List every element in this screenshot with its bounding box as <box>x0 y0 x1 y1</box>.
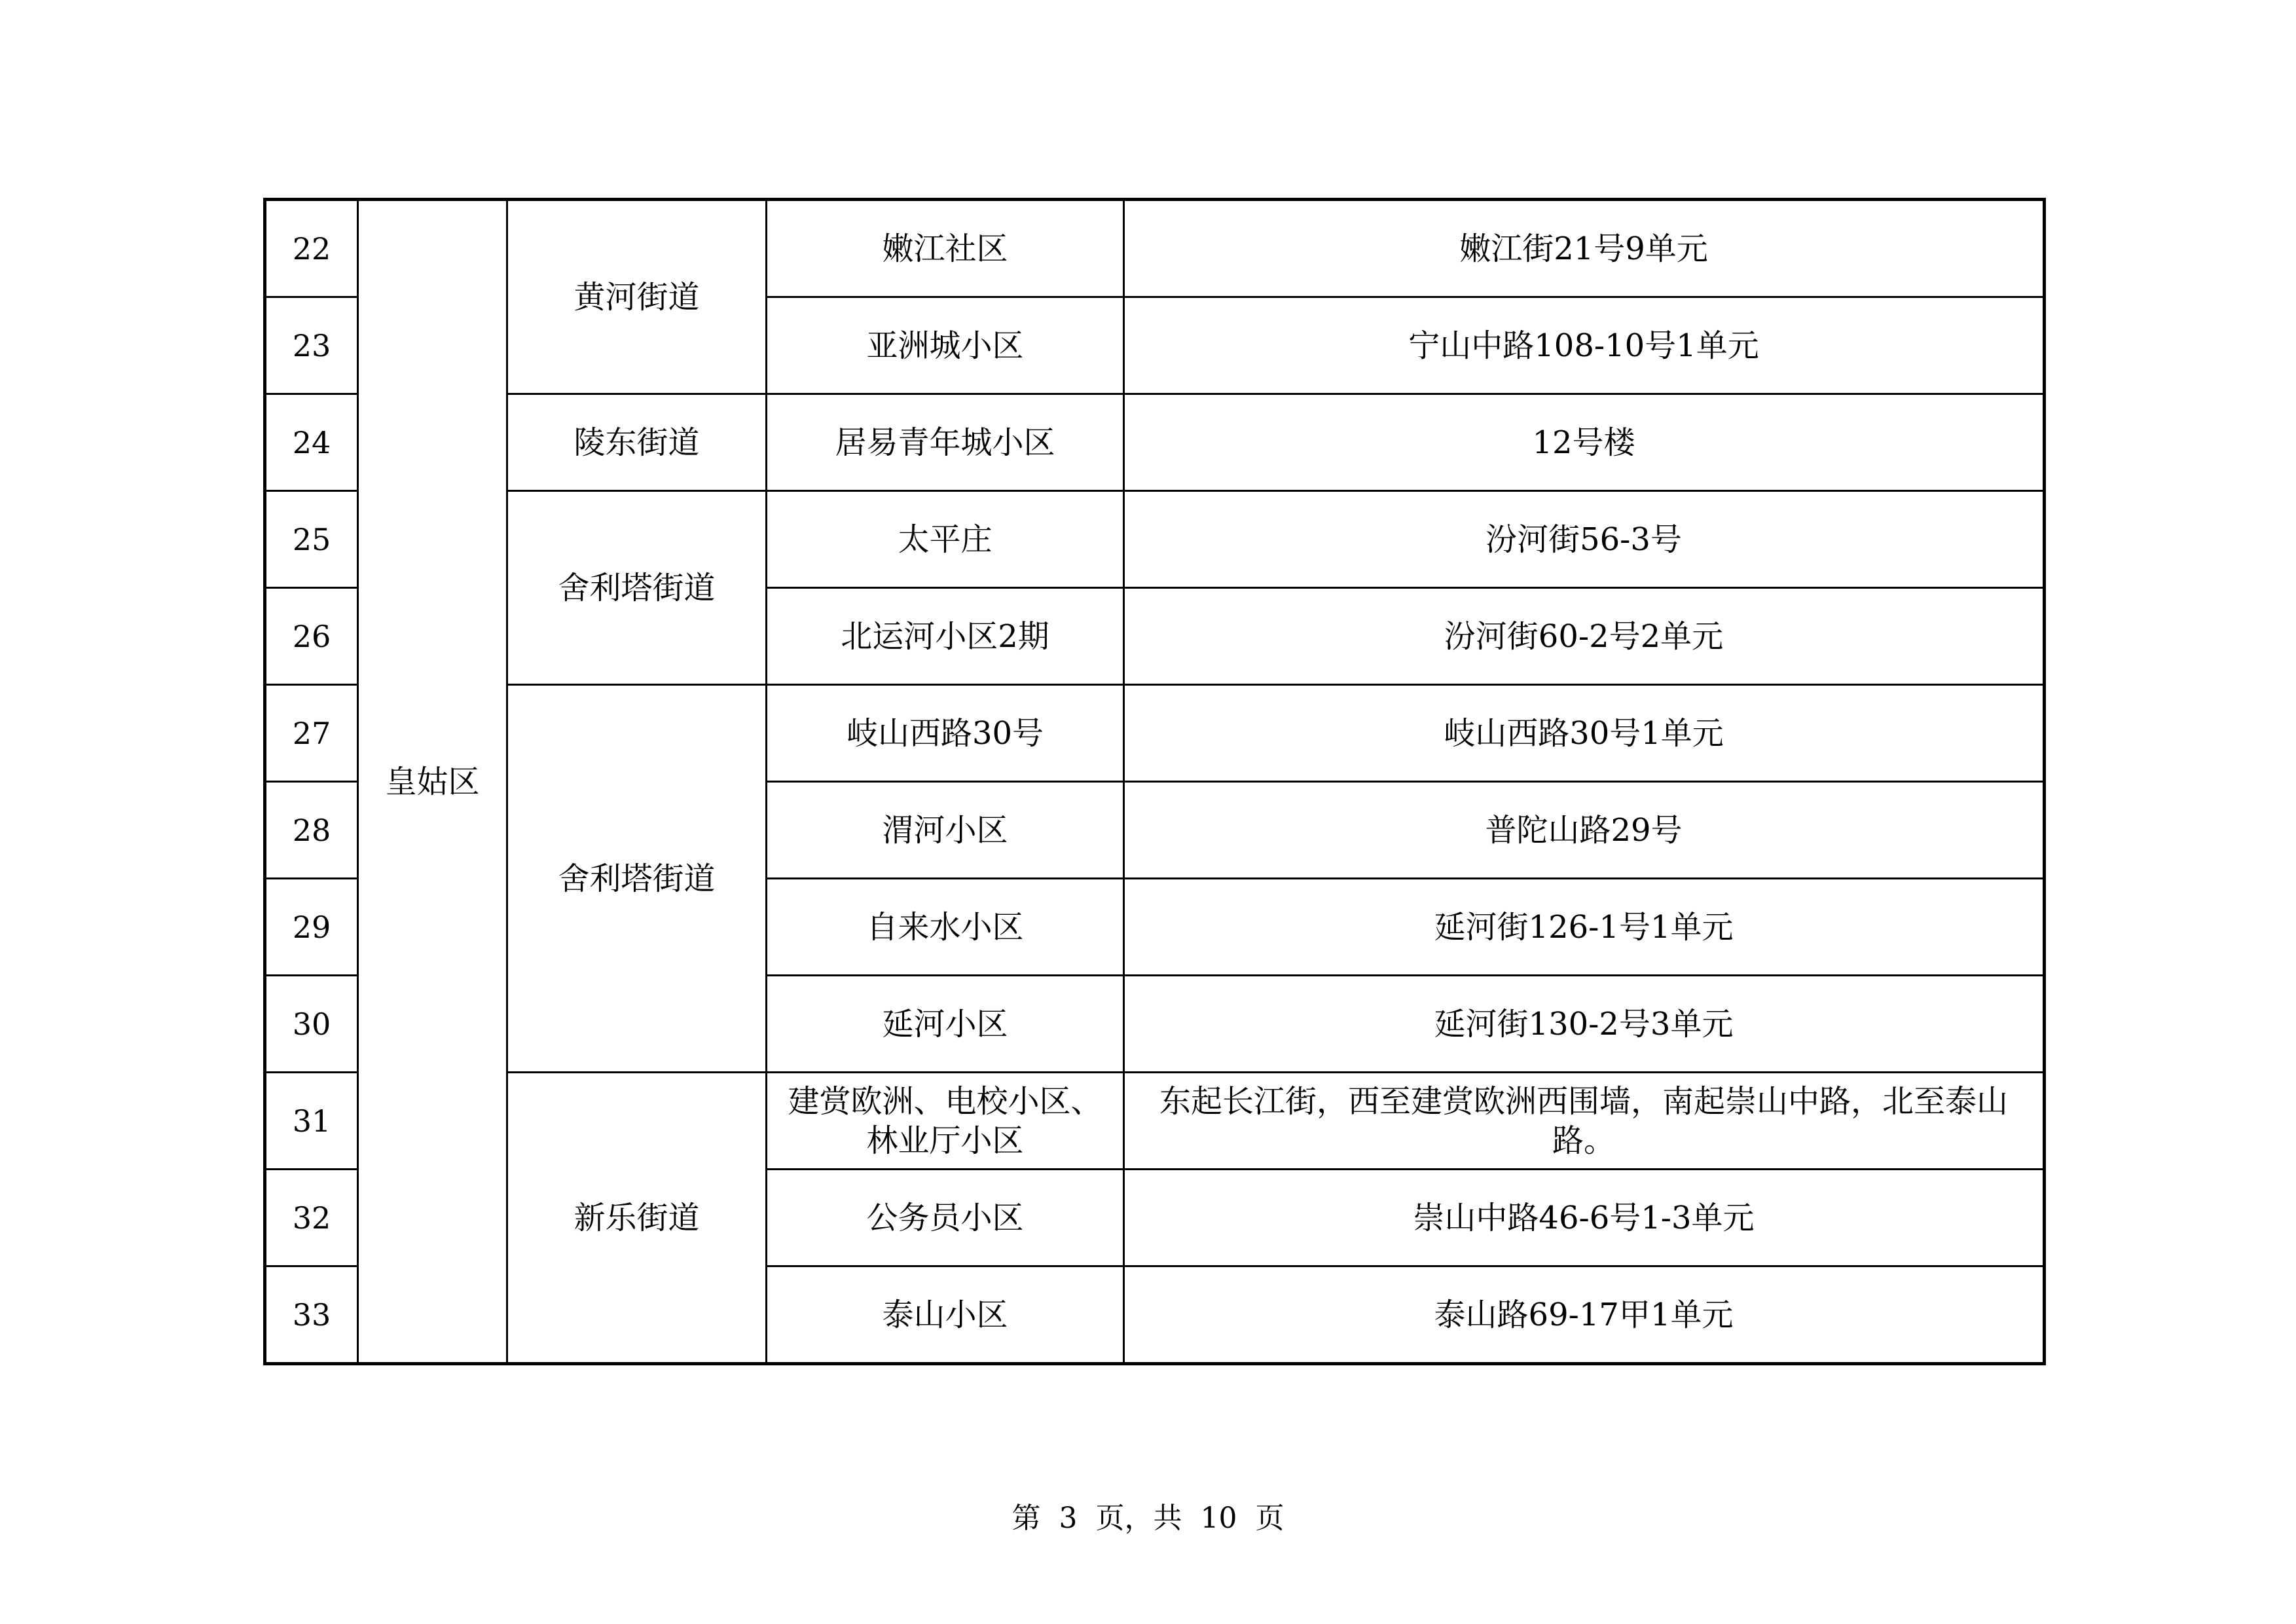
page-footer: 第 3 页，共 10 页 <box>1011 1502 1285 1535</box>
scope-cell: 汾河街60-2号2单元 <box>1124 588 2045 685</box>
community-cell: 北运河小区2期 <box>767 588 1124 685</box>
scope-cell: 延河街126-1号1单元 <box>1124 879 2045 976</box>
scope-cell: 延河街130-2号3单元 <box>1124 976 2045 1073</box>
street-cell: 舍利塔街道 <box>507 491 767 685</box>
community-cell: 亚洲城小区 <box>767 297 1124 394</box>
row-number: 30 <box>265 976 358 1073</box>
scope-cell: 12号楼 <box>1124 394 2045 491</box>
row-number: 31 <box>265 1073 358 1170</box>
street-cell: 舍利塔街道 <box>507 685 767 1073</box>
street-cell: 黄河街道 <box>507 200 767 394</box>
table-row <box>265 1073 2045 1170</box>
scope-cell: 东起长江街，西至建赏欧洲西围墙，南起崇山中路，北至泰山路。 <box>1124 1073 2045 1170</box>
row-number: 33 <box>265 1266 358 1364</box>
community-cell: 渭河小区 <box>767 782 1124 879</box>
scope-cell: 宁山中路108-10号1单元 <box>1124 297 2045 394</box>
community-cell: 自来水小区 <box>767 879 1124 976</box>
row-number: 28 <box>265 782 358 879</box>
community-cell: 延河小区 <box>767 976 1124 1073</box>
row-number: 25 <box>265 491 358 588</box>
row-number: 26 <box>265 588 358 685</box>
table-row <box>265 200 2045 297</box>
row-number: 32 <box>265 1170 358 1266</box>
community-cell: 居易青年城小区 <box>767 394 1124 491</box>
scope-cell: 泰山路69-17甲1单元 <box>1124 1266 2045 1364</box>
table-row <box>265 491 2045 588</box>
street-cell: 陵东街道 <box>507 394 767 491</box>
street-cell: 新乐街道 <box>507 1073 767 1364</box>
row-number: 23 <box>265 297 358 394</box>
row-number: 24 <box>265 394 358 491</box>
data-table <box>263 198 2046 1365</box>
community-cell: 太平庄 <box>767 491 1124 588</box>
row-number: 29 <box>265 879 358 976</box>
community-cell: 嫩江社区 <box>767 200 1124 297</box>
scope-cell: 汾河街56-3号 <box>1124 491 2045 588</box>
community-cell: 建赏欧洲、电校小区、林业厅小区 <box>767 1073 1124 1170</box>
row-number: 22 <box>265 200 358 297</box>
district-cell: 皇姑区 <box>358 200 507 1364</box>
table-row <box>265 394 2045 491</box>
scope-cell: 崇山中路46-6号1-3单元 <box>1124 1170 2045 1266</box>
community-cell: 泰山小区 <box>767 1266 1124 1364</box>
scope-cell: 岐山西路30号1单元 <box>1124 685 2045 782</box>
community-cell: 公务员小区 <box>767 1170 1124 1266</box>
scope-cell: 嫩江街21号9单元 <box>1124 200 2045 297</box>
scope-cell: 普陀山路29号 <box>1124 782 2045 879</box>
row-number: 27 <box>265 685 358 782</box>
community-cell: 岐山西路30号 <box>767 685 1124 782</box>
table-row <box>265 685 2045 782</box>
data-table-container <box>263 198 2043 1365</box>
